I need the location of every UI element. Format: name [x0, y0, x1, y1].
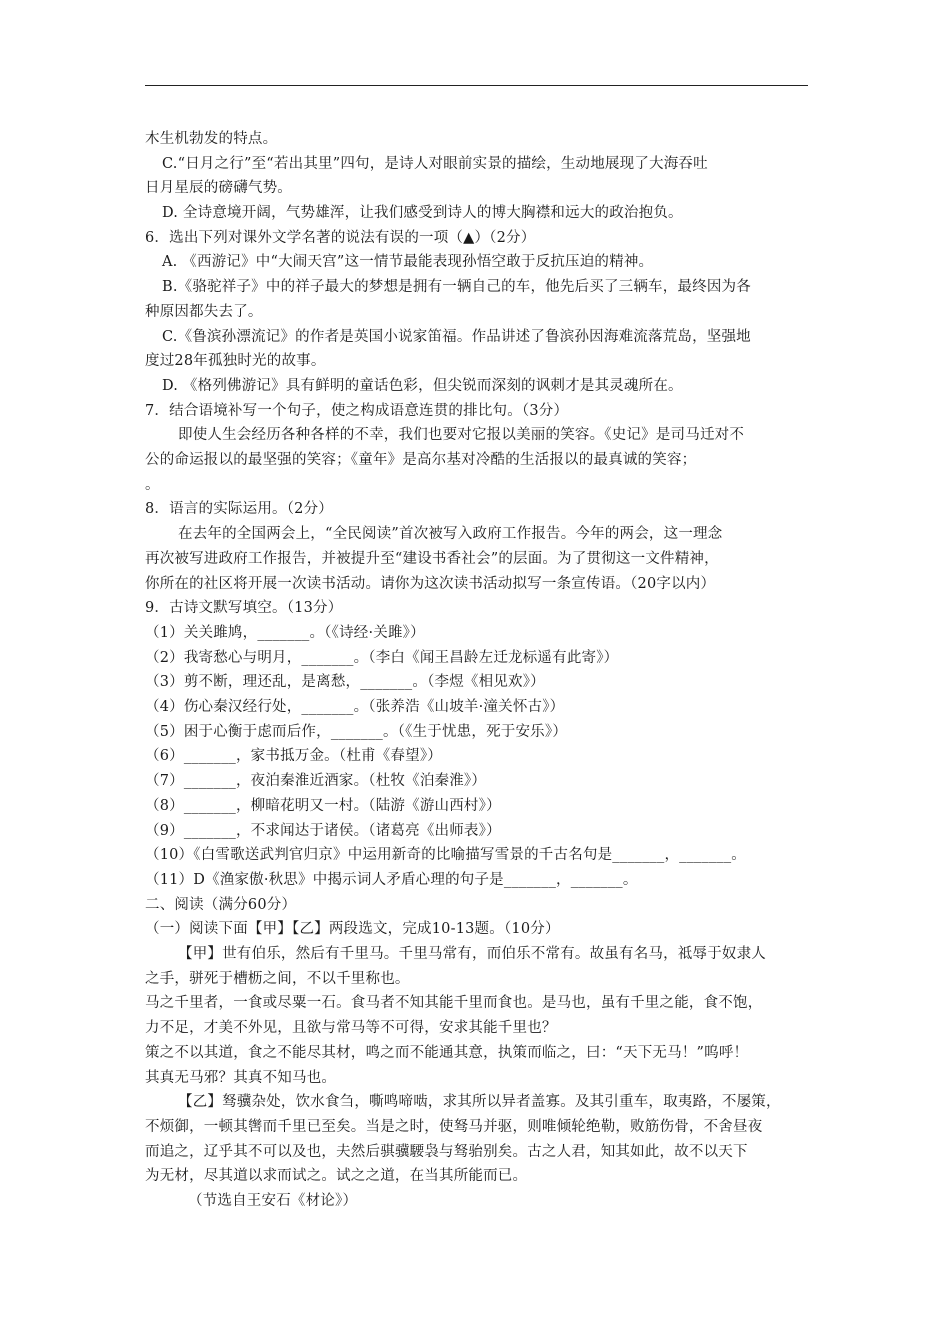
text-line: 再次被写进政府工作报告，并被提升至“建设书香社会”的层面。为了贯彻这一文件精神， — [145, 551, 719, 567]
text-line: 策之不以其道，食之不能尽其材，鸣之而不能通其意，执策而临之，曰：“天下无马！”呜呼！ — [145, 1045, 749, 1061]
text-line: 之手，骈死于槽枥之间，不以千里称也。 — [145, 971, 410, 987]
text-line: 马之千里者，一食或尽粟一石。食马者不知其能千里而食也。是马也，虽有千里之能，食不饱， — [145, 995, 763, 1011]
text-line: 度过28年孤独时光的故事。 — [145, 353, 326, 369]
poem-item: （4）伤心秦汉经行处，_______。（张养浩《山坡羊·潼关怀古》） — [145, 699, 565, 715]
option-c: C.《鲁滨孙漂流记》的作者是英国小说家笛福。作品讲述了鲁滨孙因海难流落荒岛，坚强地 — [162, 329, 751, 345]
text-line: 即使人生会经历各种各样的不幸，我们也要对它报以美丽的笑容。《史记》是司马迁对不 — [178, 427, 745, 443]
poem-item: （11）D《渔家傲·秋思》中揭示词人矛盾心理的句子是_______，_______。 — [145, 872, 638, 888]
text-line: 你所在的社区将开展一次读书活动。请你为这次读书活动拟写一条宣传语。（20字以内） — [145, 576, 716, 592]
poem-item: （2）我寄愁心与明月，_______。（李白《闻王昌龄左迁龙标遥有此寄》） — [145, 650, 619, 666]
poem-item: （3）剪不断，理还乱，是离愁，_______。（李煜《相见欢》） — [145, 674, 545, 690]
option-c: C.“日月之行”至“若出其里”四句，是诗人对眼前实景的描绘，生动地展现了大海吞吐 — [162, 156, 708, 172]
text-line: 而追之，辽乎其不可以及也，夫然后骐骥騕袅与驽骀别矣。古之人君，知其如此，故不以天下 — [145, 1144, 748, 1160]
source-note: （节选自王安石《材论》） — [188, 1193, 358, 1209]
text-line: 为无材，尽其道以求而试之。试之之道，在当其所能而已。 — [145, 1168, 528, 1184]
poem-item: （7）_______，夜泊秦淮近酒家。（杜牧《泊秦淮》） — [145, 773, 487, 789]
text-line: 种原因都失去了。 — [145, 304, 263, 320]
text-line: 其真无马邪？其真不知马也。 — [145, 1070, 337, 1086]
passage-yi: 【乙】驽骥杂处，饮水食刍，嘶鸣啼啮，求其所以异者盖寡。及其引重车，取夷路，不屡策， — [178, 1094, 781, 1110]
text-line: 木生机勃发的特点。 — [145, 131, 278, 147]
header-rule — [145, 85, 808, 86]
question-8: 8．语言的实际运用。（2分） — [145, 501, 333, 517]
text-line: 在去年的全国两会上，“全民阅读”首次被写入政府工作报告。今年的两会，这一理念 — [178, 526, 723, 542]
text-line: 。 — [145, 477, 160, 493]
poem-item: （6）_______，家书抵万金。（杜甫《春望》） — [145, 748, 442, 764]
text-line: 日月星辰的磅礴气势。 — [145, 180, 292, 196]
option-b: B.《骆驼祥子》中的祥子最大的梦想是拥有一辆自己的车，他先后买了三辆车，最终因为各 — [162, 279, 751, 295]
passage-jia: 【甲】世有伯乐，然后有千里马。千里马常有，而伯乐不常有。故虽有名马，祗辱于奴隶人 — [178, 946, 766, 962]
poem-item: （10）《白雪歌送武判官归京》中运用新奇的比喻描写雪景的千古名句是_______，_______。 — [145, 847, 746, 863]
poem-item: （8）_______，柳暗花明又一村。（陆游《游山西村》） — [145, 798, 501, 814]
poem-item: （1）关关雎鸠，_______。（《诗经·关雎》） — [145, 625, 425, 641]
question-7: 7．结合语境补写一个句子，使之构成语意连贯的排比句。（3分） — [145, 403, 569, 419]
subsection-heading: （一）阅读下面【甲】【乙】两段选文，完成10-13题。（10分） — [145, 921, 560, 937]
poem-item: （5）困于心衡于虑而后作，_______。（《生于忧患，死于安乐》） — [145, 724, 568, 740]
question-6: 6．选出下列对课外文学名著的说法有误的一项（▲）（2分） — [145, 230, 536, 246]
text-line: 力不足，才美不外见，且欲与常马等不可得，安求其能千里也？ — [145, 1020, 557, 1036]
option-a: A. 《西游记》中“大闹天宫”这一情节最能表现孙悟空敢于反抗压迫的精神。 — [162, 254, 654, 270]
section-heading: 二、阅读（满分60分） — [145, 897, 297, 913]
option-d: D. 《格列佛游记》具有鲜明的童话色彩，但尖锐而深刻的讽刺才是其灵魂所在。 — [162, 378, 683, 394]
question-9: 9．古诗文默写填空。（13分） — [145, 600, 343, 616]
text-line: 不烦御，一顿其辔而千里已至矣。当是之时，使驽马并驱，则唯倾轮绝勒，败筋伤骨，不舍昼夜 — [145, 1119, 763, 1135]
text-line: 公的命运报以的最坚强的笑容；《童年》是高尔基对冷酷的生活报以的最真诚的笑容； — [145, 452, 697, 468]
poem-item: （9）_______，不求闻达于诸侯。（诸葛亮《出师表》） — [145, 823, 501, 839]
option-d: D. 全诗意境开阔，气势雄浑，让我们感受到诗人的博大胸襟和远大的政治抱负。 — [162, 205, 683, 221]
